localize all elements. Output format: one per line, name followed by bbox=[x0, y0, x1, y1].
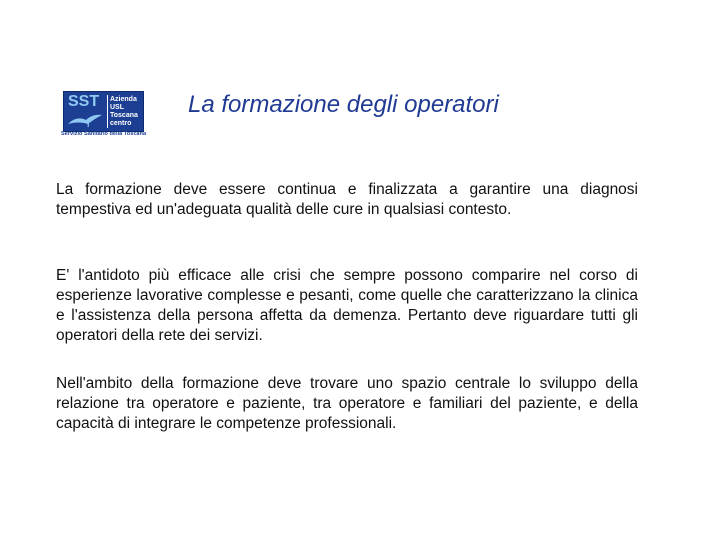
logo-agency-line: Toscana bbox=[110, 112, 138, 119]
paragraph-3: Nell'ambito della formazione deve trovare uno spazio centrale lo sviluppo della relazione tra operatore e paziente, tra operatore e familiari del paziente, e della capacità di integrare le competenze professionali. bbox=[56, 375, 638, 432]
sst-logo bbox=[61, 88, 147, 140]
logo-divider bbox=[107, 95, 108, 128]
logo-sst-text: SST bbox=[68, 93, 100, 110]
slide-title: La formazione degli operatori bbox=[188, 91, 499, 118]
logo-agency-line: Azienda bbox=[110, 96, 137, 103]
logo-agency-text bbox=[110, 96, 138, 128]
bird-icon bbox=[66, 110, 104, 130]
logo-agency-line: USL bbox=[110, 104, 124, 111]
logo-agency-line: centro bbox=[110, 120, 132, 127]
paragraph-1: La formazione deve essere continua e finalizzata a garantire una diagnosi tempestiva ed un'adeguata qualità delle cure in qualsiasi contesto. bbox=[56, 181, 638, 218]
logo-badge bbox=[63, 91, 144, 132]
logo-subtitle: Servizio Sanitario della Toscana bbox=[61, 131, 147, 137]
paragraph-2: E' l'antidoto più efficace alle crisi che sempre possono comparire nel corso di esperienze lavorative complesse e pesanti, come quelle che caratterizzano la clinica e l'assistenza della persona affetta da demenza. Pertanto deve riguardare tutti gli operatori della rete dei servizi. bbox=[56, 267, 638, 344]
